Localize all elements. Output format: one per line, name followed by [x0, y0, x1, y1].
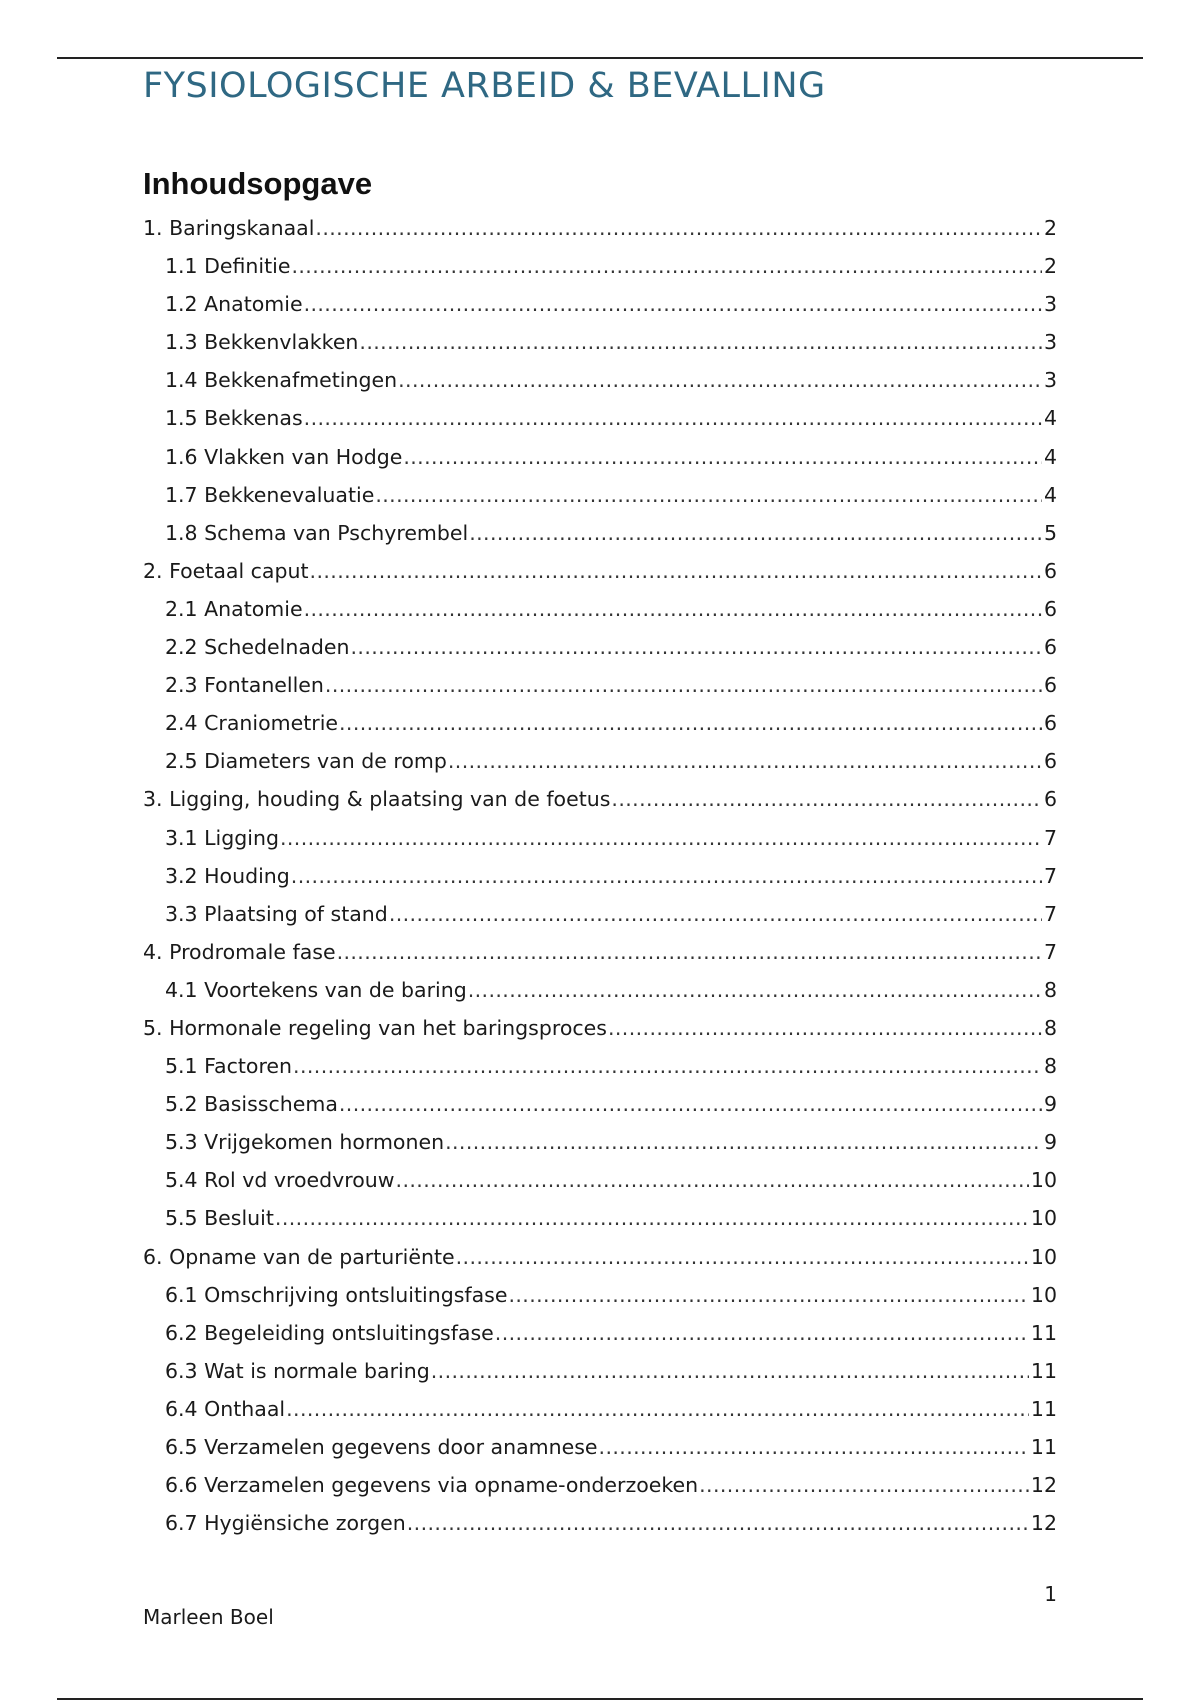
toc-entry-page: 5	[1043, 520, 1057, 545]
toc-entry-label: 6.5 Verzamelen gegevens door anamnese	[165, 1435, 598, 1459]
footer-author: Marleen Boel	[143, 1605, 274, 1629]
toc-dot-leader	[291, 254, 1041, 278]
toc-subsection-link[interactable]	[143, 1168, 1057, 1206]
header-rule	[57, 57, 1143, 59]
toc-entry-page: 7	[1043, 825, 1057, 850]
toc-entry-page: 7	[1043, 901, 1057, 926]
toc-subsection-link[interactable]	[143, 1283, 1057, 1321]
toc-subsection-link[interactable]	[143, 597, 1057, 635]
toc-entry-page: 7	[1043, 939, 1057, 964]
toc-dot-leader	[359, 330, 1042, 354]
toc-subsection-link[interactable]	[143, 1473, 1057, 1511]
toc-dot-leader	[469, 521, 1042, 545]
toc-dot-leader	[431, 1359, 1029, 1383]
toc-dot-leader	[351, 635, 1042, 659]
toc-dot-leader	[325, 673, 1042, 697]
toc-dot-leader	[389, 902, 1042, 926]
toc-dot-leader	[291, 864, 1042, 888]
toc-entry-label: 5. Hormonale regeling van het baringsproces	[143, 1015, 607, 1040]
toc-entry-label: 4.1 Voortekens van de baring	[165, 977, 467, 1002]
toc-entry-page: 8	[1043, 977, 1057, 1002]
toc-section-link[interactable]	[143, 1245, 1057, 1283]
toc-dot-leader	[310, 559, 1042, 583]
toc-entry-label: 6.6 Verzamelen gegevens via opname-onderzoeken	[165, 1473, 699, 1498]
toc-entry-label: 6.1 Omschrijving ontsluitingsfase	[165, 1282, 508, 1307]
toc-entry-page: 2	[1043, 254, 1057, 279]
toc-entry-page: 6	[1043, 749, 1057, 774]
table-of-contents	[143, 216, 1057, 1549]
toc-entry-page: 6	[1043, 596, 1057, 621]
toc-entry-page: 10	[1030, 1206, 1057, 1231]
toc-entry-page: 10	[1030, 1282, 1057, 1307]
toc-dot-leader	[286, 1397, 1029, 1421]
toc-entry-page: 4	[1043, 482, 1057, 507]
toc-subsection-link[interactable]	[143, 826, 1057, 864]
toc-dot-leader	[456, 1245, 1029, 1269]
toc-entry-page: 12	[1030, 1473, 1057, 1498]
toc-entry-label: 1.5 Bekkenas	[165, 406, 303, 431]
toc-dot-leader	[339, 1092, 1042, 1116]
toc-entry-label: 2.4 Craniometrie	[165, 711, 339, 736]
toc-entry-page: 10	[1030, 1168, 1057, 1193]
toc-entry-label: 5.2 Basisschema	[165, 1092, 338, 1117]
toc-dot-leader	[448, 749, 1042, 773]
toc-dot-leader	[398, 368, 1042, 392]
toc-entry-page: 3	[1043, 292, 1057, 317]
toc-entry-label: 5.5 Besluit	[165, 1206, 274, 1231]
toc-section-link[interactable]	[143, 559, 1057, 597]
toc-subsection-link[interactable]	[143, 978, 1057, 1016]
toc-entry-label: 2. Foetaal caput	[143, 558, 309, 583]
toc-subsection-link[interactable]	[143, 1321, 1057, 1359]
toc-subsection-link[interactable]	[143, 254, 1057, 292]
toc-dot-leader	[396, 1168, 1029, 1192]
toc-entry-page: 3	[1043, 330, 1057, 355]
toc-dot-leader	[280, 826, 1042, 850]
toc-entry-page: 11	[1030, 1396, 1057, 1421]
toc-entry-page: 6	[1043, 711, 1057, 736]
toc-entry-label: 5.1 Factoren	[165, 1054, 293, 1079]
toc-entry-label: 1.3 Bekkenvlakken	[165, 330, 359, 355]
toc-subsection-link[interactable]	[143, 902, 1057, 940]
toc-dot-leader	[339, 711, 1042, 735]
toc-entry-label: 3. Ligging, houding & plaatsing van de foetus	[143, 787, 611, 812]
toc-subsection-link[interactable]	[143, 1397, 1057, 1435]
toc-entry-page: 8	[1043, 1054, 1057, 1079]
toc-dot-leader	[508, 1283, 1028, 1307]
toc-section-link[interactable]	[143, 1016, 1057, 1054]
toc-subsection-link[interactable]	[143, 711, 1057, 749]
toc-subsection-link[interactable]	[143, 1092, 1057, 1130]
toc-dot-leader	[407, 1511, 1029, 1535]
toc-subsection-link[interactable]	[143, 1054, 1057, 1092]
toc-entry-page: 2	[1043, 216, 1057, 240]
toc-dot-leader	[304, 406, 1042, 430]
toc-dot-leader	[495, 1321, 1029, 1345]
toc-entry-label: 2.1 Anatomie	[165, 596, 303, 621]
toc-dot-leader	[599, 1435, 1029, 1459]
toc-entry-label: 1.2 Anatomie	[165, 292, 303, 317]
toc-subsection-link[interactable]	[143, 635, 1057, 673]
toc-entry-label: 6.2 Begeleiding ontsluitingsfase	[165, 1320, 494, 1345]
toc-subsection-link[interactable]	[143, 483, 1057, 521]
toc-entry-page: 7	[1043, 863, 1057, 888]
toc-entry-label: 1.1 Definitie	[165, 254, 291, 279]
toc-subsection-link[interactable]	[143, 673, 1057, 711]
toc-entry-page: 9	[1043, 1130, 1057, 1155]
toc-entry-page: 11	[1030, 1358, 1057, 1383]
toc-entry-page: 12	[1030, 1511, 1057, 1536]
toc-entry-page: 6	[1043, 787, 1057, 812]
page-number: 1	[1044, 1582, 1057, 1606]
toc-subsection-link[interactable]	[143, 1130, 1057, 1168]
toc-dot-leader	[304, 292, 1042, 316]
toc-entry-label: 6.7 Hygiënsiche zorgen	[165, 1511, 406, 1536]
toc-section-link[interactable]	[143, 940, 1057, 978]
toc-subsection-link[interactable]	[143, 521, 1057, 559]
toc-dot-leader	[293, 1054, 1042, 1078]
toc-subsection-link[interactable]	[143, 1511, 1057, 1549]
toc-entry-label: 2.5 Diameters van de romp	[165, 749, 447, 774]
toc-section-link[interactable]	[143, 787, 1057, 825]
toc-entry-page: 8	[1043, 1015, 1057, 1040]
toc-entry-label: 1. Baringskanaal	[143, 216, 315, 240]
toc-subsection-link[interactable]	[143, 330, 1057, 368]
toc-subsection-link[interactable]	[143, 406, 1057, 444]
toc-subsection-link[interactable]	[143, 445, 1057, 483]
toc-dot-leader	[699, 1473, 1029, 1497]
toc-subsection-link[interactable]	[143, 864, 1057, 902]
toc-entry-label: 6.4 Onthaal	[165, 1396, 286, 1421]
toc-dot-leader	[608, 1016, 1042, 1040]
toc-entry-label: 2.3 Fontanellen	[165, 673, 324, 698]
toc-dot-leader	[315, 216, 1042, 240]
toc-entry-page: 9	[1043, 1092, 1057, 1117]
toc-heading: Inhoudsopgave	[143, 166, 373, 201]
toc-entry-label: 3.1 Ligging	[165, 825, 279, 850]
toc-entry-label: 1.7 Bekkenevaluatie	[165, 482, 375, 507]
toc-entry-page: 11	[1030, 1435, 1057, 1459]
toc-entry-page: 4	[1043, 406, 1057, 431]
toc-entry-label: 4. Prodromale fase	[143, 939, 336, 964]
toc-entry-label: 6.3 Wat is normale baring	[165, 1358, 430, 1383]
toc-entry-page: 11	[1030, 1320, 1057, 1345]
toc-entry-page: 6	[1043, 635, 1057, 660]
toc-dot-leader	[375, 483, 1042, 507]
toc-dot-leader	[275, 1206, 1029, 1230]
toc-subsection-link[interactable]	[143, 368, 1057, 406]
toc-dot-leader	[611, 787, 1042, 811]
toc-entry-label: 1.4 Bekkenafmetingen	[165, 368, 398, 393]
toc-entry-page: 4	[1043, 444, 1057, 469]
toc-subsection-link[interactable]	[143, 749, 1057, 787]
toc-subsection-link[interactable]	[143, 1435, 1057, 1473]
toc-dot-leader	[403, 445, 1042, 469]
toc-subsection-link[interactable]	[143, 1206, 1057, 1244]
toc-entry-label: 2.2 Schedelnaden	[165, 635, 350, 660]
toc-dot-leader	[304, 597, 1042, 621]
toc-entry-label: 3.2 Houding	[165, 863, 290, 888]
toc-dot-leader	[445, 1130, 1042, 1154]
toc-entry-label: 1.6 Vlakken van Hodge	[165, 444, 403, 469]
toc-dot-leader	[468, 978, 1042, 1002]
toc-entry-label: 3.3 Plaatsing of stand	[165, 901, 388, 926]
toc-section-link[interactable]	[143, 216, 1057, 254]
toc-subsection-link[interactable]	[143, 1359, 1057, 1397]
toc-entry-label: 6. Opname van de parturiënte	[143, 1244, 455, 1269]
toc-entry-label: 5.3 Vrijgekomen hormonen	[165, 1130, 445, 1155]
toc-entry-label: 1.8 Schema van Pschyrembel	[165, 520, 469, 545]
toc-entry-page: 10	[1030, 1244, 1057, 1269]
toc-subsection-link[interactable]	[143, 292, 1057, 330]
toc-entry-page: 6	[1043, 673, 1057, 698]
toc-entry-page: 3	[1043, 368, 1057, 393]
document-title: FYSIOLOGISCHE ARBEID & BEVALLING	[143, 66, 826, 106]
toc-dot-leader	[337, 940, 1042, 964]
toc-entry-label: 5.4 Rol vd vroedvrouw	[165, 1168, 395, 1193]
toc-entry-page: 6	[1043, 558, 1057, 583]
